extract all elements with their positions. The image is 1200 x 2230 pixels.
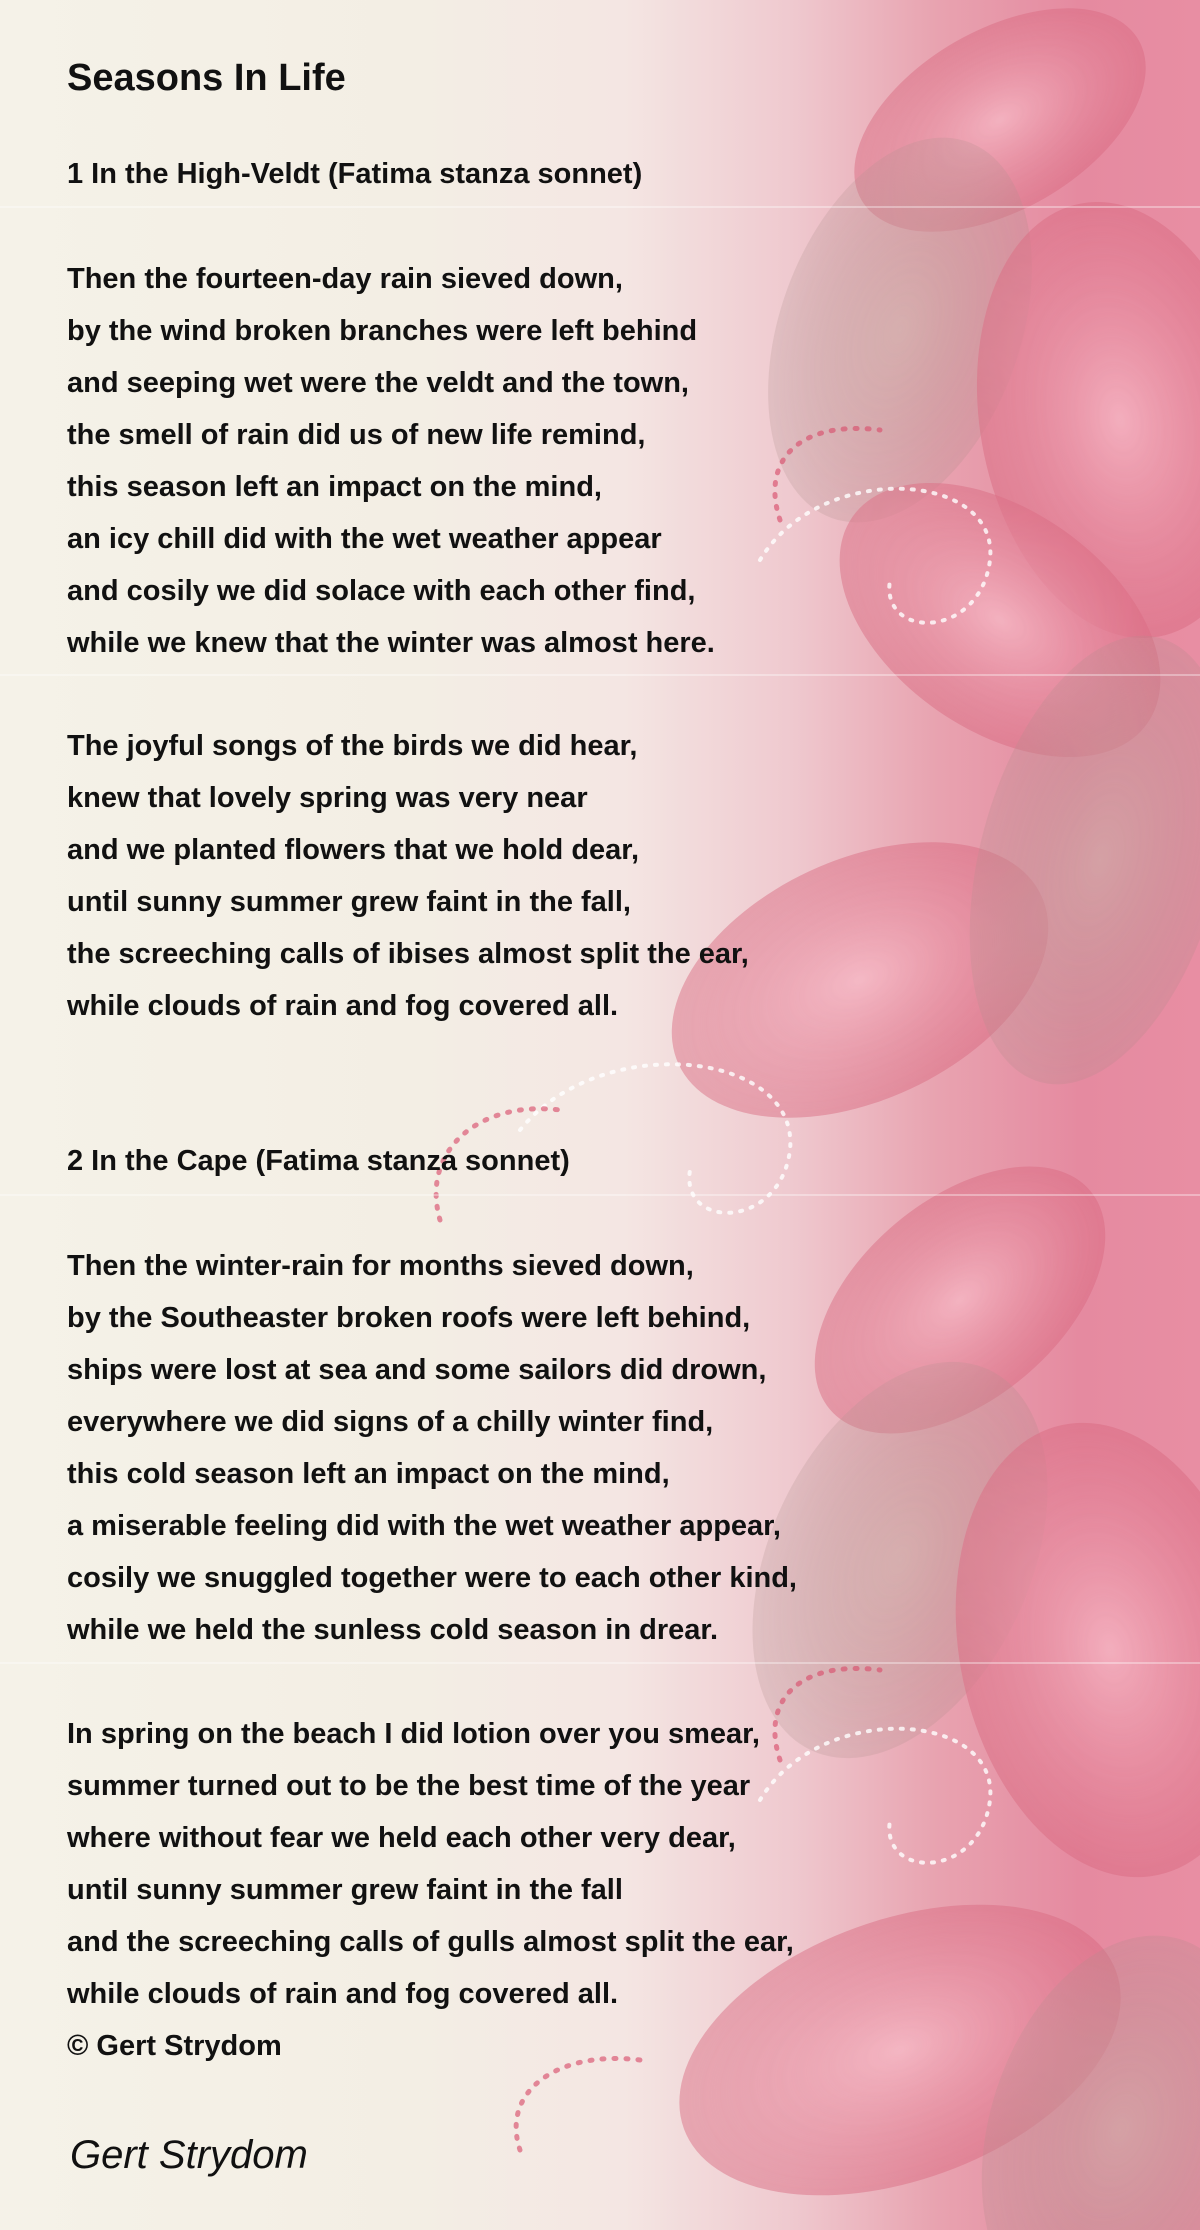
poem-line: while we knew that the winter was almost here.: [67, 627, 715, 659]
part1-stanza2: [67, 720, 749, 1032]
poem-line: where without fear we held each other very dear,: [67, 1822, 736, 1854]
part2-stanza2: [67, 1708, 794, 2072]
poem-line: cosily we snuggled together were to each other kind,: [67, 1562, 797, 1594]
band-divider: [0, 206, 1200, 208]
poem-line: and the screeching calls of gulls almost split the ear,: [67, 1926, 794, 1958]
poem-title: Seasons In Life: [67, 57, 346, 99]
poem-line: while clouds of rain and fog covered all.: [67, 1978, 619, 2010]
poem-line: by the wind broken branches were left behind: [67, 315, 698, 347]
author-signature: Gert Strydom: [70, 2133, 308, 2177]
poem-line: and seeping wet were the veldt and the town,: [67, 367, 689, 399]
poem-line: an icy chill did with the wet weather appear: [67, 523, 662, 555]
poem-line: this cold season left an impact on the mind,: [67, 1458, 670, 1490]
poem-line: The joyful songs of the birds we did hear,: [67, 730, 638, 762]
part1-stanza1: [67, 253, 715, 669]
poem-line: knew that lovely spring was very near: [67, 782, 588, 814]
poem-line: and we planted flowers that we hold dear,: [67, 834, 640, 866]
poem-line: summer turned out to be the best time of the year: [67, 1770, 751, 1802]
poem-line: the screeching calls of ibises almost split the ear,: [67, 938, 749, 970]
poem-line: everywhere we did signs of a chilly winter find,: [67, 1406, 714, 1438]
band-divider: [0, 1194, 1200, 1196]
poem-line: until sunny summer grew faint in the fall: [67, 1874, 623, 1906]
poem-line: the smell of rain did us of new life remind,: [67, 419, 646, 451]
copyright-line: © Gert Strydom: [67, 2030, 282, 2062]
poem-line: by the Southeaster broken roofs were left behind,: [67, 1302, 751, 1334]
band-divider: [0, 1662, 1200, 1664]
band-divider: [0, 674, 1200, 676]
poem-line: ships were lost at sea and some sailors did drown,: [67, 1354, 767, 1386]
poem-line: until sunny summer grew faint in the fall,: [67, 886, 631, 918]
poem-line: this season left an impact on the mind,: [67, 471, 602, 503]
part1-heading: 1 In the High-Veldt (Fatima stanza sonnet): [67, 158, 643, 190]
poem-line: In spring on the beach I did lotion over you smear,: [67, 1718, 760, 1750]
poem-line: while we held the sunless cold season in drear.: [67, 1614, 719, 1646]
poem-line: while clouds of rain and fog covered all.: [67, 990, 619, 1022]
part2-heading: 2 In the Cape (Fatima stanza sonnet): [67, 1145, 570, 1177]
poem-line: a miserable feeling did with the wet weather appear,: [67, 1510, 781, 1542]
part2-stanza1: [67, 1240, 797, 1656]
poem-line: Then the winter-rain for months sieved down,: [67, 1250, 694, 1282]
poem-line: and cosily we did solace with each other find,: [67, 575, 696, 607]
poem-line: Then the fourteen-day rain sieved down,: [67, 263, 623, 295]
